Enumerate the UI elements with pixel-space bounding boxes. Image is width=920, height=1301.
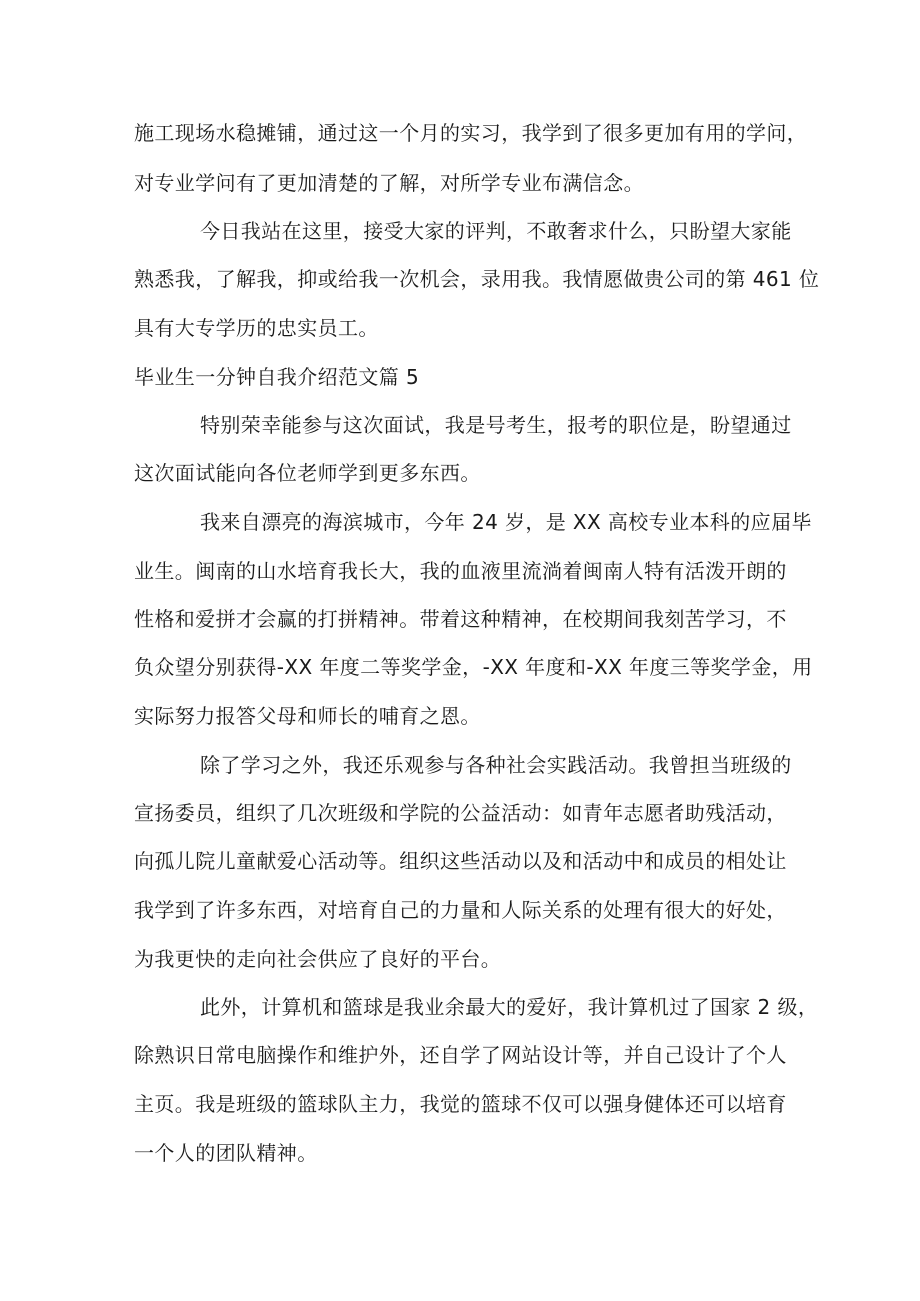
paragraph-start-line: 今日我站在这里，接受大家的评判，不敢奢求什么，只盼望大家能 bbox=[200, 219, 792, 243]
text-line: 一个人的团队精神。 bbox=[134, 1141, 318, 1165]
paragraph-start-line: 除了学习之外，我还乐观参与各种社会实践活动。我曾担当班级的 bbox=[200, 753, 792, 777]
text-line: 业生。闽南的山水培育我长大，我的血液里流淌着闽南人特有活泼开朗的 bbox=[134, 559, 787, 583]
text-line: 我学到了许多东西，对培育自己的力量和人际关系的处理有很大的好处， bbox=[134, 898, 787, 922]
paragraph-start-line: 特别荣幸能参与这次面试，我是号考生，报考的职位是，盼望通过 bbox=[200, 413, 792, 437]
paragraph-start-line: 我来自漂亮的海滨城市，今年 24 岁，是 XX 高校专业本科的应届毕 bbox=[200, 510, 812, 534]
text-line: 性格和爱拼才会赢的打拼精神。带着这种精神，在校期间我刻苦学习，不 bbox=[134, 607, 787, 631]
text-line: 负众望分别获得-XX 年度二等奖学金，-XX 年度和-XX 年度三等奖学金，用 bbox=[134, 655, 813, 679]
section-heading: 毕业生一分钟自我介绍范文篇 5 bbox=[134, 365, 420, 389]
text-line: 实际努力报答父母和师长的哺育之恩。 bbox=[134, 704, 481, 728]
text-line: 对专业学问有了更加清楚的了解，对所学专业布满信念。 bbox=[134, 171, 644, 195]
text-line: 主页。我是班级的篮球队主力，我觉的篮球不仅可以强身健体还可以培育 bbox=[134, 1092, 787, 1116]
text-line: 向孤儿院儿童献爱心活动等。组织这些活动以及和活动中和成员的相处让 bbox=[134, 849, 787, 873]
text-line: 为我更快的走向社会供应了良好的平台。 bbox=[134, 947, 502, 971]
text-line: 具有大专学历的忠实员工。 bbox=[134, 316, 379, 340]
text-line: 这次面试能向各位老师学到更多东西。 bbox=[134, 461, 481, 485]
text-line: 除熟识日常电脑操作和维护外，还自学了网站设计等，并自己设计了个人 bbox=[134, 1043, 787, 1067]
paragraph-start-line: 此外，计算机和篮球是我业余最大的爱好，我计算机过了国家 2 级， bbox=[200, 995, 819, 1019]
text-line: 施工现场水稳摊铺，通过这一个月的实习，我学到了很多更加有用的学问， bbox=[134, 121, 808, 145]
text-line: 宣扬委员，组织了几次班级和学院的公益活动：如青年志愿者助残活动， bbox=[134, 801, 787, 825]
text-line: 熟悉我，了解我，抑或给我一次机会，录用我。我情愿做贵公司的第 461 位 bbox=[134, 267, 820, 291]
